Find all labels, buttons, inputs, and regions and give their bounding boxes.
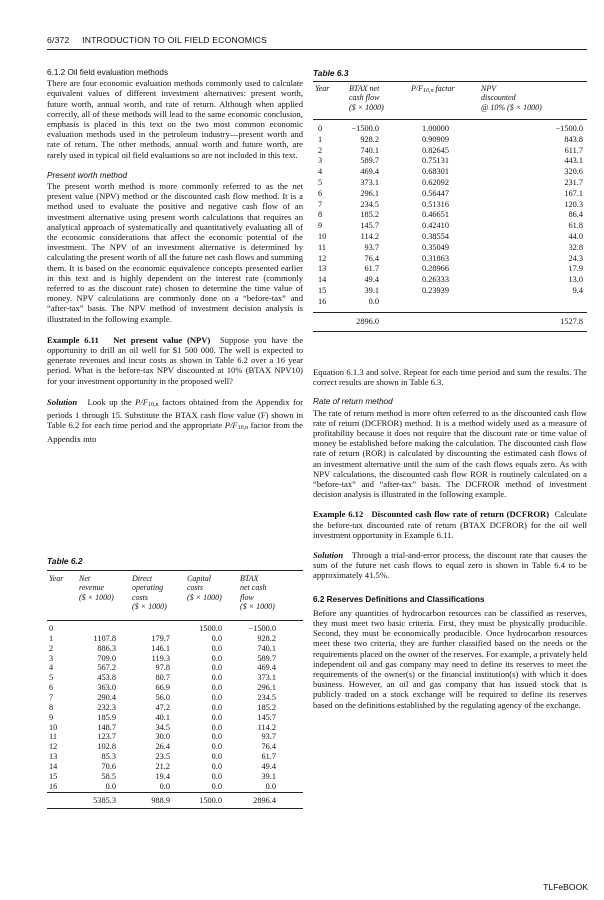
npv-cell: 17.9 <box>568 264 583 274</box>
year-cell: 14 <box>49 761 58 771</box>
cash-flow-cell: 93.7 <box>364 242 379 252</box>
page-number: 6/372 <box>47 35 70 45</box>
btax-cash-flow-cell: 469.4 <box>257 663 276 673</box>
pf-factor-cell: 0.35049 <box>422 242 449 252</box>
operating-cost-cell: 34.5 <box>155 722 170 732</box>
net-revenue-cell: 232.3 <box>97 702 116 712</box>
table-6-2-caption: Table 6.2 <box>47 556 83 566</box>
year-cell: 2 <box>49 643 54 653</box>
year-cell: 16 <box>49 781 58 791</box>
solution-label: Solution <box>47 396 78 407</box>
pf-symbol: P/F <box>224 420 238 431</box>
table-header-cell: Capital <box>187 574 212 583</box>
present-worth-heading: Present worth method <box>47 170 128 180</box>
year-cell: 8 <box>318 210 323 220</box>
capital-cost-cell: 0.0 <box>211 692 222 702</box>
operating-cost-cell: 30.0 <box>155 732 170 742</box>
cash-flow-cell: 589.7 <box>360 156 379 166</box>
year-cell: 13 <box>318 264 327 274</box>
btax-cash-flow-cell: 49.4 <box>261 761 276 771</box>
table-6-2-bottom-rule <box>47 808 303 809</box>
year-cell: 15 <box>318 286 327 295</box>
pf-factor-cell: 0.46651 <box>422 210 449 220</box>
solution-6-12 <box>313 550 587 581</box>
btax-cash-flow-cell: 589.7 <box>257 653 276 663</box>
capital-cost-cell: 0.0 <box>211 752 222 762</box>
year-cell: 16 <box>318 296 327 306</box>
pf-factor-cell: 0.26333 <box>422 275 449 285</box>
example-title: Net present value (NPV) <box>113 334 211 345</box>
capital-cost-cell: 0.0 <box>211 663 222 673</box>
table-header-cell <box>411 84 455 96</box>
solution-text-a: Look up the <box>87 396 136 407</box>
year-cell: 15 <box>49 771 58 781</box>
table-header-cell: ($ × 1000) <box>240 602 275 612</box>
operating-cost-cell: 179.7 <box>151 633 170 643</box>
cash-flow-cell: 373.1 <box>360 178 379 187</box>
year-cell: 5 <box>49 673 54 683</box>
cash-flow-cell: 234.5 <box>360 199 379 209</box>
btax-cash-flow-cell: 296.1 <box>257 683 276 693</box>
capital-cost-cell: 0.0 <box>211 653 222 663</box>
table-header-cell: revenue <box>79 583 105 593</box>
table-header-cell: Net <box>79 574 91 583</box>
btax-cash-flow-cell: 234.5 <box>257 692 276 702</box>
capital-cost-cell: 0.0 <box>211 712 222 722</box>
year-cell: 12 <box>49 742 58 752</box>
operating-cost-cell: 47.2 <box>155 702 170 712</box>
btax-cash-flow-cell: 114.2 <box>257 722 276 732</box>
table-header-cell: Year <box>49 574 64 583</box>
cash-flow-cell: 185.2 <box>360 210 379 220</box>
table-header-cell: ($ × 1000) <box>187 592 222 602</box>
btax-cash-flow-cell: 39.1 <box>261 771 276 781</box>
year-cell: 0 <box>49 624 54 633</box>
net-revenue-cell: 148.7 <box>97 722 116 732</box>
operating-cost-cell: 66.9 <box>155 683 170 693</box>
capital-cost-cell: 0.0 <box>211 742 222 752</box>
btax-cash-flow-cell: 93.7 <box>261 732 276 742</box>
net-revenue-cell: 886.3 <box>97 643 116 653</box>
example-text: Suppose you have the opportunity to drill an oil well for $1 500 000. The well is expected to generate revenues and incur costs as shown in Table 6.2 over a 16 year period. What is the before-tax NPV discounted at 10% (BTAX NPV10) for your investment opportunity in the proposed well? <box>47 334 304 386</box>
cash-flow-cell: 0.0 <box>368 296 379 306</box>
pf-symbol: P/F <box>411 84 423 93</box>
npv-cell: 61.8 <box>568 221 583 231</box>
solution-text-b: factors obtained from the Appendix for periods 1 through 15. Substitute the BTAX cash flow value (F) shown in Table 6.2 for each time period and the appropriate <box>47 396 303 431</box>
ror-heading: Rate of return method <box>313 397 393 407</box>
example-label: Example 6.11 <box>47 334 99 345</box>
npv-cell: 32.8 <box>568 242 583 252</box>
table-header-cell: net cash <box>240 583 267 593</box>
year-cell: 1 <box>49 633 54 643</box>
capital-cost-cell: 0.0 <box>211 761 222 771</box>
npv-cell: 13.0 <box>568 275 583 285</box>
table-header-cell: flow <box>240 592 254 602</box>
year-cell: 0 <box>318 124 323 133</box>
table-header-cell: costs <box>132 592 148 602</box>
net-revenue-cell: 290.4 <box>97 692 116 702</box>
net-revenue-cell: 85.3 <box>101 752 116 762</box>
net-revenue-cell: 0.0 <box>105 781 116 791</box>
table-6-2-top-rule <box>47 570 303 571</box>
year-cell: 6 <box>318 188 323 198</box>
npv-cell: 120.3 <box>564 199 583 209</box>
year-cell: 1 <box>318 134 323 144</box>
operating-cost-cell: 80.7 <box>155 673 170 683</box>
ror-paragraph: The rate of return method is more often referred to as the discounted cash flow rate of return (DCFROR) method. It is a method widely used as a measure of profitability because it does not require that the discount rate or time value of money be established before making the calculation. The discounted cash flow rate of return (ROR) is calculated by discounting the estimated cash flows of an investment alternative until the sum of the cash flows equals zero. As with NPV calculations, the discounted cash flow ROR is routinely calculated on a “before-tax” and “after-tax” basis. The DCFROR method of investment decision analysis is illustrated in the following example. <box>313 407 587 500</box>
year-cell: 2 <box>318 145 323 155</box>
example-6-11 <box>47 335 303 386</box>
cash-flow-cell: 469.4 <box>360 167 379 177</box>
btax-cash-flow-cell: 61.7 <box>261 752 276 762</box>
npv-cell: 44.0 <box>568 232 583 241</box>
operating-cost-cell: 19.4 <box>155 771 170 781</box>
pf-word: factor <box>433 84 455 93</box>
btax-cash-flow-cell: −1500.0 <box>248 624 276 633</box>
example-text: Calculate the before-tax discounted rate of return (BTAX DCFROR) for the oil well investment opportunity in Example 6.11. <box>313 509 588 540</box>
year-cell: 3 <box>49 653 54 663</box>
table-header-cell: discounted <box>481 93 516 103</box>
operating-cost-cell: 119.3 <box>151 653 170 663</box>
capital-cost-cell: 0.0 <box>211 702 222 712</box>
total-cell: 1500.0 <box>199 796 222 805</box>
pf-subscript: 10,n <box>423 88 434 94</box>
operating-cost-cell: 97.8 <box>155 663 170 673</box>
capital-cost-cell: 0.0 <box>211 732 222 742</box>
npv-cell: 86.4 <box>568 210 583 220</box>
capital-cost-cell: 0.0 <box>211 643 222 653</box>
cash-flow-cell: 145.7 <box>360 221 379 231</box>
operating-cost-cell: 146.1 <box>151 643 170 653</box>
operating-cost-cell: 0.0 <box>159 781 170 791</box>
cash-flow-cell: 296.1 <box>360 188 379 198</box>
example-6-12 <box>313 509 587 540</box>
npv-cell: 9.4 <box>572 286 583 295</box>
table-header-cell: Year <box>315 84 330 93</box>
header-rule <box>47 49 587 50</box>
capital-cost-cell: 0.0 <box>211 781 222 791</box>
table-header-cell: Direct <box>132 574 153 583</box>
cash-flow-cell: 928.2 <box>360 134 379 144</box>
capital-cost-cell: 0.0 <box>211 683 222 693</box>
net-revenue-cell: 102.8 <box>97 742 116 752</box>
right-column-text <box>313 367 587 710</box>
pf-subscript: 10,n <box>237 425 249 432</box>
net-revenue-cell: 453.8 <box>97 673 116 683</box>
solution-text: Through a trial-and-error process, the discount rate that causes the sum of the future net cash flows to equal zero is shown in Table 6.4 to be approximately 41.5%. <box>313 550 587 581</box>
table-6-3-caption: Table 6.3 <box>313 68 349 78</box>
pf-factor-cell: 0.62092 <box>422 178 449 187</box>
year-cell: 14 <box>318 275 327 285</box>
cash-flow-cell: 76.4 <box>364 253 379 263</box>
npv-cell: 231.7 <box>564 178 583 187</box>
example-label: Example 6.12 <box>313 509 364 520</box>
year-cell: 11 <box>49 732 57 742</box>
net-revenue-cell: 58.5 <box>101 771 116 781</box>
pf-factor-cell: 0.28966 <box>422 264 449 274</box>
year-cell: 9 <box>318 221 323 231</box>
capital-cost-cell: 0.0 <box>211 771 222 781</box>
net-revenue-cell: 123.7 <box>97 732 116 742</box>
table-6-2-header-rule <box>47 620 303 621</box>
table-6-3-top-rule <box>313 81 587 82</box>
operating-cost-cell: 21.2 <box>155 761 170 771</box>
table-header-cell: operating <box>132 583 164 593</box>
reserves-heading: 6.2 Reserves Definitions and Classifications <box>313 594 485 604</box>
net-revenue-cell: 185.9 <box>97 712 116 722</box>
operating-cost-cell: 23.5 <box>155 752 170 762</box>
table-6-2-total-rule <box>47 792 303 793</box>
net-revenue-cell: 709.0 <box>97 653 116 663</box>
total-cell: 5385.3 <box>93 796 116 805</box>
pf-factor-cell: 0.56447 <box>422 188 449 198</box>
intro-paragraph: There are four economic evaluation methods commonly used to calculate equivalent values of different investment alternatives: present worth, future worth, annual worth, and rate of return. Although when applied correctly, all of these methods will lead to the same economic conclusion, emphasis is placed in this text on the two most common economic evaluation methods used in the petroleum industry—present worth and rate of return. The other methods, annual worth and future worth, are rarely used in typical oil field evaluations so are not included in this text. <box>47 78 303 160</box>
btax-cash-flow-cell: 0.0 <box>265 781 276 791</box>
year-cell: 4 <box>318 167 323 177</box>
reserves-paragraph: Before any quantities of hydrocarbon resources can be classified as reserves, they must meet two basic criteria. First, they must be physically producible. Second, they must be economically producible. Once hydrocarbon resources meet these two criteria, they are further classified based on the needs or the requirements placed on the owner of the reserves. For example, a privately held independent oil and gas company may need to define its reserves to meet the requirements of the owner(s) or the financial institution(s) with which it does business. However, an oil and gas company that has issued stock that is publicly traded on a stock exchange will be required to define its reserves based on the definitions established by the regulating agency of the exchange. <box>313 607 587 710</box>
equation-paragraph: Equation 6.1.3 and solve. Repeat for each time period and sum the results. The correct results are shown in Table 6.3. <box>313 367 587 388</box>
year-cell: 10 <box>49 722 58 732</box>
year-cell: 11 <box>318 242 326 252</box>
table-header-cell: @ 10% ($ × 1000) <box>481 102 542 112</box>
solution-6-11 <box>47 397 303 444</box>
cash-flow-cell: 49.4 <box>364 275 379 285</box>
year-cell: 4 <box>49 663 54 673</box>
npv-cell: 611.7 <box>564 145 583 155</box>
btax-cash-flow-cell: 76.4 <box>261 742 276 752</box>
pf-factor-cell: 0.90909 <box>422 134 449 144</box>
pf-factor-cell: 0.75131 <box>422 156 449 166</box>
pf-factor-cell: 0.68301 <box>422 167 449 177</box>
capital-cost-cell: 1500.0 <box>199 624 222 633</box>
btax-cash-flow-cell: 740.1 <box>257 643 276 653</box>
year-cell: 7 <box>49 692 54 702</box>
operating-cost-cell: 26.4 <box>155 742 170 752</box>
npv-cell: 320.6 <box>564 167 583 177</box>
operating-cost-cell: 40.1 <box>155 712 170 722</box>
npv-cell: 167.1 <box>564 188 583 198</box>
table-header-cell: BTAX net <box>349 84 380 93</box>
total-cell: 988.9 <box>151 796 170 805</box>
section-heading: 6.1.2 Oil field evaluation methods <box>47 68 169 77</box>
cash-flow-cell: 39.1 <box>364 286 379 295</box>
year-cell: 7 <box>318 199 323 209</box>
year-cell: 8 <box>49 702 54 712</box>
pf-subscript: 10,n <box>148 401 159 408</box>
running-title: INTRODUCTION TO OIL FIELD ECONOMICS <box>82 35 268 45</box>
year-cell: 10 <box>318 232 327 241</box>
table-header-cell: ($ × 1000) <box>79 592 114 602</box>
operating-cost-cell: 56.0 <box>155 692 170 702</box>
footer-mark: TLFeBOOK <box>543 882 588 892</box>
table-6-3-header-rule <box>313 119 587 120</box>
pf-factor-cell: 0.82645 <box>422 145 449 155</box>
pf-factor-cell: 0.51316 <box>422 199 449 209</box>
pf-factor-cell: 0.38554 <box>422 232 449 241</box>
table-header-cell: ($ × 1000) <box>349 102 384 112</box>
npv-cell: 443.1 <box>564 156 583 166</box>
pf-factor-cell: 0.23939 <box>422 286 449 295</box>
year-cell: 13 <box>49 752 58 762</box>
net-revenue-cell: 70.6 <box>101 761 116 771</box>
cash-flow-cell: 740.1 <box>360 145 379 155</box>
running-header <box>47 35 587 45</box>
btax-cash-flow-cell: 185.2 <box>257 702 276 712</box>
cash-flow-cell: 114.2 <box>360 232 379 241</box>
total-cell: 2896.4 <box>253 796 276 805</box>
capital-cost-cell: 0.0 <box>211 722 222 732</box>
table-header-cell: BTAX <box>240 574 259 583</box>
btax-cash-flow-cell: 928.2 <box>257 633 276 643</box>
example-title: Discounted cash flow rate of return (DCFROR) <box>371 509 550 520</box>
net-revenue-cell: 363.0 <box>97 683 116 693</box>
table-header-cell: NPV <box>481 84 497 93</box>
btax-cash-flow-cell: 373.1 <box>257 673 276 683</box>
npv-cell: 843.8 <box>564 134 583 144</box>
pf-factor-cell: 1.00000 <box>422 124 449 133</box>
table-header-cell: costs <box>187 583 203 593</box>
present-worth-paragraph: The present worth method is more commonly referred to as the net present value (NPV) method or the discounted cash flow method. It is a method used to evaluate the positive and negative cash flow of an investment alternative using present worth calculations that requires an analytical approach of systematically and quantitatively evaluating all of the economic considerations that affect the economic potential of the investment. The NPV of an investment alternative is determined by calculating the present worth of all the future net cash flows and summing them. It is based on the economic equivalence concepts presented earlier in this text and is highly dependent on the interest rate (commonly referred to as the discount rate) chosen to determine the time value of money. NPV calculations are commonly done on a “before-tax” and “after-tax” basis. The NPV method of investment decision analysis is illustrated in the following example. <box>47 181 303 324</box>
year-cell: 6 <box>49 683 54 693</box>
total-cell: 2896.0 <box>356 317 379 326</box>
table-header-cell: cash flow <box>349 93 380 103</box>
pf-factor-cell: 0.31863 <box>422 253 449 263</box>
table-6-3-total-rule <box>313 312 587 313</box>
total-cell: 1527.8 <box>560 317 583 326</box>
solution-label: Solution <box>313 550 344 561</box>
pf-symbol: P/F <box>135 396 149 407</box>
cash-flow-cell: −1500.0 <box>351 124 379 133</box>
year-cell: 12 <box>318 253 327 263</box>
year-cell: 3 <box>318 156 323 166</box>
net-revenue-cell: 1107.8 <box>93 633 116 643</box>
year-cell: 9 <box>49 712 54 722</box>
left-column-text <box>47 68 303 444</box>
net-revenue-cell: 567.2 <box>97 663 116 673</box>
table-6-3-bottom-rule <box>313 331 587 332</box>
capital-cost-cell: 0.0 <box>211 673 222 683</box>
npv-cell: −1500.0 <box>555 124 583 133</box>
cash-flow-cell: 61.7 <box>364 264 379 274</box>
solution-text-c: factor from the Appendix into <box>47 420 303 444</box>
btax-cash-flow-cell: 145.7 <box>257 712 276 722</box>
table-header-cell: ($ × 1000) <box>132 602 167 612</box>
capital-cost-cell: 0.0 <box>211 633 222 643</box>
year-cell: 5 <box>318 178 323 187</box>
pf-factor-cell: 0.42410 <box>422 221 449 231</box>
npv-cell: 24.3 <box>568 253 583 263</box>
